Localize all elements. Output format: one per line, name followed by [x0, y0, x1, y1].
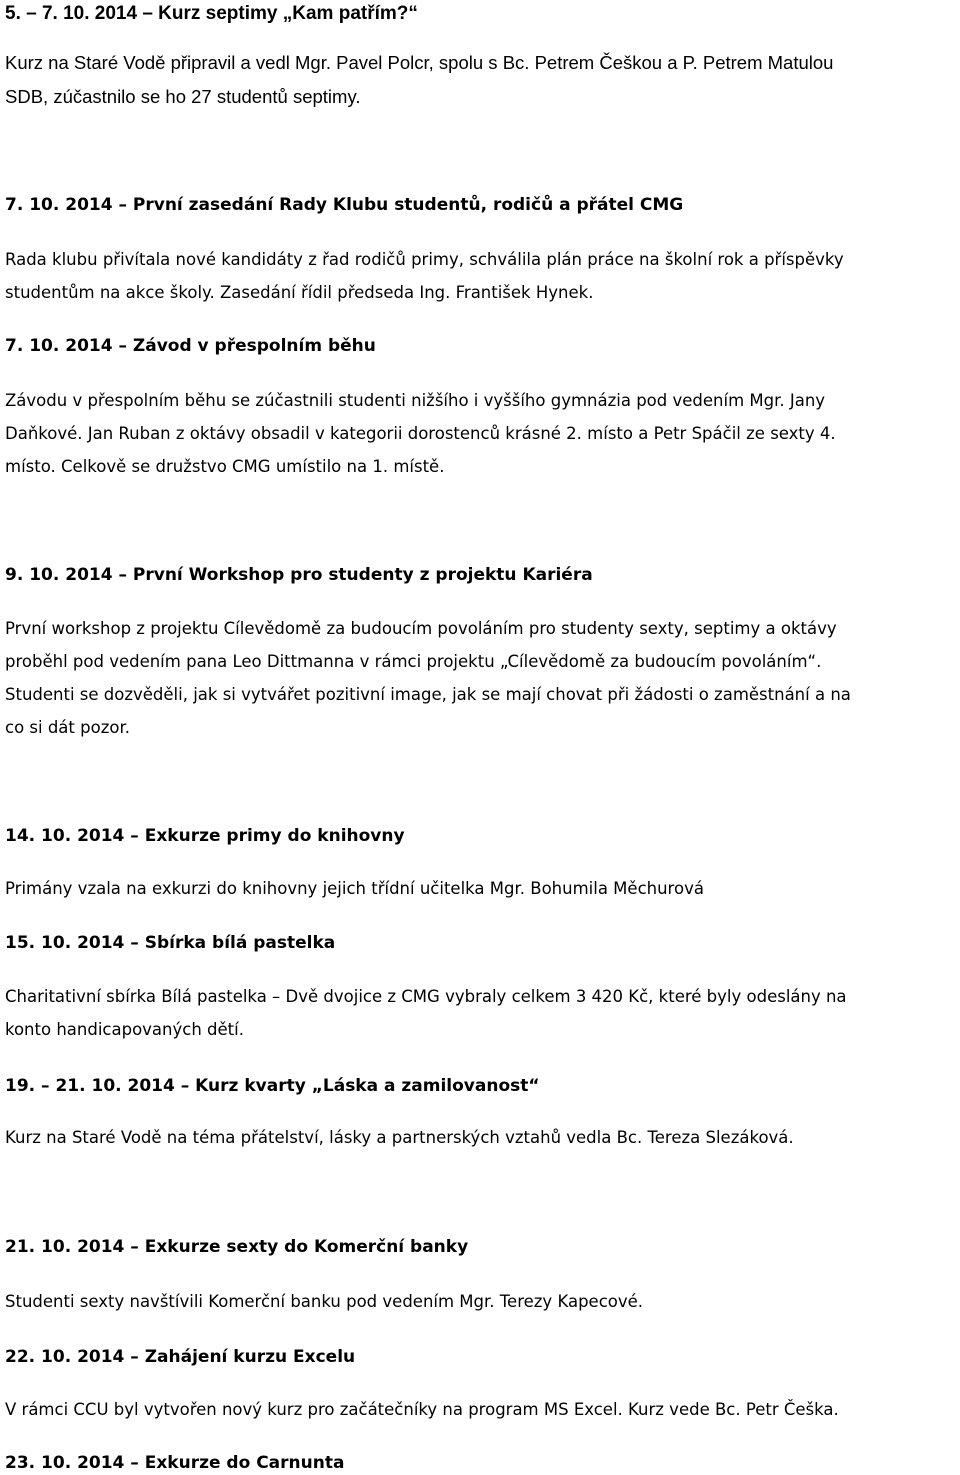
- section-text-line: co si dát pozor.: [5, 718, 130, 737]
- section-heading: 5. – 7. 10. 2014 – Kurz septimy „Kam patřím?“: [5, 3, 418, 24]
- section-heading: 23. 10. 2014 – Exkurze do Carnunta: [5, 1453, 345, 1473]
- section-text-line: Studenti se dozvěděli, jak si vytvářet pozitivní image, jak se mají chovat při žádosti o zaměstnání a na: [5, 685, 851, 704]
- section-heading: 7. 10. 2014 – Závod v přespolním běhu: [5, 336, 376, 356]
- section-text-line: Rada klubu přivítala nové kandidáty z řad rodičů primy, schválila plán práce na školní rok a příspěvky: [5, 250, 844, 269]
- section-text-line: studentům na akce školy. Zasedání řídil předseda Ing. František Hynek.: [5, 283, 594, 302]
- section-text-line: Daňkové. Jan Ruban z oktávy obsadil v kategorii dorostenců krásné 2. místo a Petr Spáčil ze sexty 4.: [5, 424, 836, 443]
- section-heading: 22. 10. 2014 – Zahájení kurzu Excelu: [5, 1347, 356, 1367]
- section-text-line: V rámci CCU byl vytvořen nový kurz pro začátečníky na program MS Excel. Kurz vede Bc. Petr Češka.: [5, 1400, 839, 1419]
- section-text-line: Kurz na Staré Vodě připravil a vedl Mgr. Pavel Polcr, spolu s Bc. Petrem Češkou a P. Petrem Matulou: [5, 52, 834, 73]
- section-heading: 15. 10. 2014 – Sbírka bílá pastelka: [5, 933, 336, 953]
- section-text-line: Kurz na Staré Vodě na téma přátelství, lásky a partnerských vztahů vedla Bc. Tereza Slezáková.: [5, 1128, 794, 1147]
- section-text-line: konto handicapovaných dětí.: [5, 1020, 244, 1039]
- section-heading: 14. 10. 2014 – Exkurze primy do knihovny: [5, 826, 405, 846]
- section-text-line: SDB, zúčastnilo se ho 27 studentů septimy.: [5, 86, 361, 107]
- section-text-line: Charitativní sbírka Bílá pastelka – Dvě dvojice z CMG vybraly celkem 3 420 Kč, které byly odeslány na: [5, 987, 847, 1006]
- section-text-line: Studenti sexty navštívili Komerční banku pod vedením Mgr. Terezy Kapecové.: [5, 1292, 644, 1311]
- section-heading: 7. 10. 2014 – První zasedání Rady Klubu studentů, rodičů a přátel CMG: [5, 195, 684, 215]
- section-text-line: místo. Celkově se družstvo CMG umístilo na 1. místě.: [5, 457, 445, 476]
- section-heading: 21. 10. 2014 – Exkurze sexty do Komerční banky: [5, 1237, 469, 1257]
- section-text-line: První workshop z projektu Cílevědomě za budoucím povoláním pro studenty sexty, septimy a oktávy: [5, 619, 837, 638]
- section-heading: 19. – 21. 10. 2014 – Kurz kvarty „Láska a zamilovanost“: [5, 1076, 540, 1096]
- section-text-line: Závodu v přespolním běhu se zúčastnili studenti nižšího i vyššího gymnázia pod vedením Mgr. Jany: [5, 391, 826, 410]
- section-text-line: Primány vzala na exkurzi do knihovny jejich třídní učitelka Mgr. Bohumila Měchurová: [5, 879, 704, 898]
- section-text-line: proběhl pod vedením pana Leo Dittmanna v rámci projektu „Cílevědomě za budoucím povoláním“.: [5, 652, 822, 671]
- section-heading: 9. 10. 2014 – První Workshop pro studenty z projektu Kariéra: [5, 565, 593, 585]
